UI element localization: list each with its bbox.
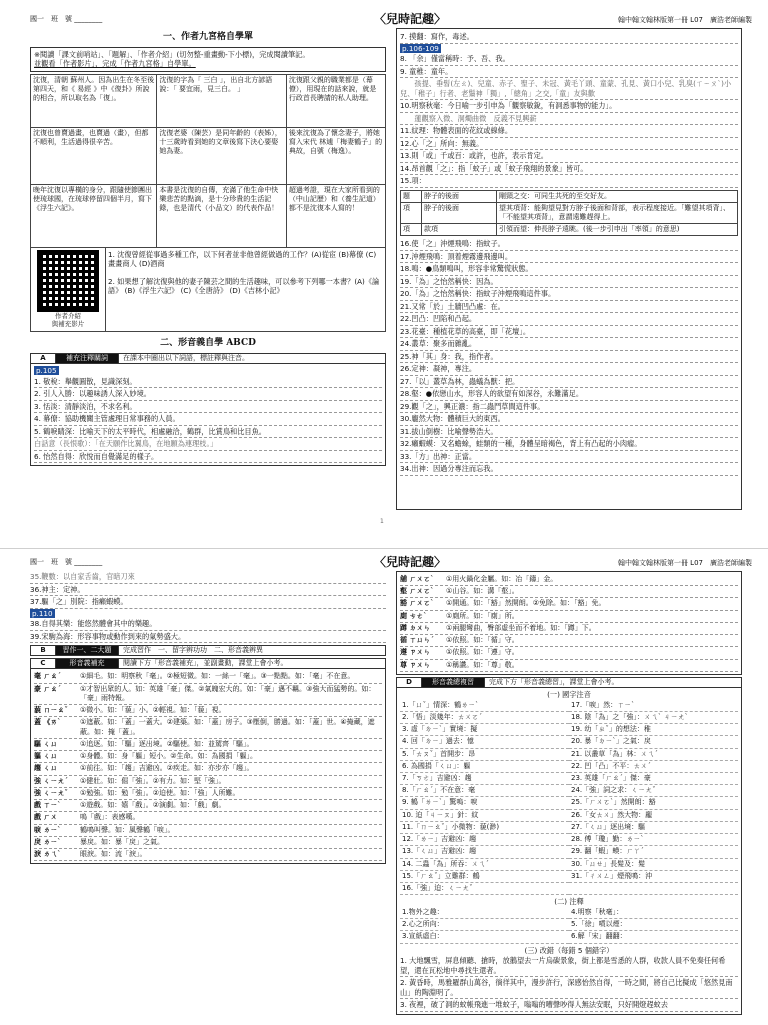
word-head: 戾 ㄌㄧˋ [34, 837, 61, 846]
word-entry [400, 647, 738, 659]
page-header [30, 10, 752, 28]
grid-cell: 本書是沈復的自傳，充滿了他生命中快樂悲苦的點滴，是十分珍貴的生活記錄，也是清代（小品文）的代表作品！ [157, 184, 287, 247]
phonetic-item: 30.「ㄩㄝ」長髮及：髮 [569, 859, 738, 871]
word-head: 淚 ㄌㄟˋ [34, 849, 61, 858]
vocab-item: 36.神主：定神。 [30, 584, 386, 597]
note-item: 4.明察「秋毫」： [569, 907, 738, 919]
phonetic-item: 21. 以叢草「為」林：ㄨㄟˊ [569, 749, 738, 761]
phonetic-item: 11.「ㄇㄧㄠˇ」小微物：藐(渺) [400, 822, 569, 834]
grid-cell: 沈復老婆（陳芸）是同年齡的（表姊），十三歲時看到她的文章後寫下決心要娶她為妻。 [157, 127, 287, 184]
word-entry [400, 598, 738, 610]
lesson-title: 〈兒時記趣〉 [373, 555, 446, 569]
word-def: ①開通。如：「豁」然開朗。②免除。如：「豁」免。 [446, 599, 606, 608]
phonetic-item: 14. 二蟲「為」所吞：ㄨㄟˊ [400, 859, 569, 871]
section-title-abcd: 二、形音義自學 ABCD [160, 338, 256, 349]
word-def: ①依照。如：「循」守。 [446, 636, 519, 645]
subsection-title: (一) 國字注音 [547, 690, 591, 700]
strip-desc: 完成下方「形音義總習」，課堂上會小考。 [489, 677, 619, 686]
worksheet-page-2 [0, 548, 768, 1025]
grid-cell: 超過考證，現在大家所看到的（中山記歷）和（養生記道）都不是沈復本人寫的！ [286, 184, 385, 247]
word-def: ①才智出眾的人。如：英雄「豪」傑。②氣魄宏大的。如：「豪」邁不羈。③強大而猛勢的。如：「豪」雨特報。 [80, 684, 376, 702]
phonetic-item: 29. 翻「蝦」蟆：ㄏㄚˊ [569, 846, 738, 858]
phonetic-item: 12.「ㄌㄧ」吉避凶：趨 [400, 834, 569, 846]
phonetic-item: 1.「ㄩˇ」情深：鶴ㄌㄧˋ [400, 700, 569, 712]
left-column-1 [30, 30, 386, 466]
word-head: 廁 ㄘㄜˋ [400, 611, 427, 620]
phonetic-item: 19. 幼「ㄓˇ」的想法：稚 [569, 724, 738, 736]
word-entry [400, 635, 738, 647]
vocab-item: 18.鳴：●鳥類鳴叫，形容非常驚慌狀態。 [400, 263, 738, 276]
word-def: ①身體。如：身「軀」短小。②生命。如：為國捐「軀」。 [80, 752, 258, 761]
phonetic-item: 15.「ㄏㄠˇ」立雞群：鶴 [400, 871, 569, 883]
strip-key: B [31, 646, 56, 655]
strip-d [396, 677, 742, 688]
error-item: 2. 黃昏時，馬雅羅群山萬谷，徜徉其中，漫步許行，深感怡然自得，一時之間，將自己比擬成「悠然見南山」的陶淵明了。 [400, 977, 738, 999]
word-head: 循 ㄒㄩㄣˊ [400, 636, 434, 645]
table-cell: 脖子的後面 [422, 202, 497, 223]
phonetic-item: 16.「強」迫：ㄑㄧㄤˇ [400, 883, 569, 895]
vocab-item: 白話意（長恨歌）：「在天願作比翼鳥，在地願為連理枝。」 [34, 438, 382, 451]
quiz-question: 1. 沈復曾經從事過多種工作，以下何者並非他曾經做過的工作？(A)從宦 (B)幕僚 (C)畫畫商人 (D)酒商 [108, 249, 377, 269]
table-cell: 望其項背：能夠望見對方脖子後面和背部，表示程度接近。「難望其項背」、「不能望其項背」，意謂遠難趕得上。 [497, 202, 738, 223]
word-head: 強 ㄑㄧㄤˊ [34, 776, 68, 785]
word-head: 驅 ㄑㄩ [34, 739, 58, 748]
page-number: 1 [380, 518, 384, 525]
word-entry [400, 611, 738, 623]
grid-cell: 沈復跟父親的職業都是（幕僚），用現在的話來說，就是行政首長聘請的私人助理。 [286, 74, 385, 127]
qr-caption: 作者介紹 與補充影片 [51, 311, 85, 329]
lesson-title: 〈兒時記趣〉 [373, 12, 446, 26]
table-cell: 題 [401, 190, 422, 202]
phonetic-item: 7.「ㄎㄜ」吉避凶：趨 [400, 773, 569, 785]
note-item: 5.「徐」噴以煙： [569, 919, 738, 931]
error-item: 3. 夜裡，破了洞的蚊帳飛進一堆蚊子，嗡嗡的嘈聲吵得人無法安眠，只好開燈趕蚊去 [400, 999, 738, 1012]
phonetic-item: 26.「女ㄊㄨ」然大物：龐 [569, 810, 738, 822]
review-box [396, 688, 742, 1014]
word-entry [34, 825, 382, 837]
vocab-item: 23.花臺：種植花草的高臺，即「花壇」。 [400, 326, 738, 339]
word-list-left [30, 669, 386, 864]
strip-desc: 閱讀下方「形音義補充」，並副畫動，課堂上會小考。 [123, 659, 288, 668]
vocab-item: 17.沖煙飛鳴：頂着煙霧邊飛邊叫。 [400, 251, 738, 264]
table-cell: 引領而望：伸長脖子遠眺。(後一步引申出「率領」的意思) [497, 224, 738, 236]
phonetic-item: 9. 鶴「ㄌㄧˋ」驚嗚：唳 [400, 797, 569, 809]
vocab-item: 24.叢草：聚多而雜亂。 [400, 338, 738, 351]
word-entry [400, 623, 738, 635]
left-column-2 [30, 571, 386, 1021]
word-head: 唳 ㄌㄧˋ [34, 825, 61, 834]
word-list-right [396, 571, 742, 675]
vocab-item: 7. 摸翻：寫作，毒述。 [400, 31, 738, 44]
vocab-item: 孩提、垂髫(左ㄠ)、兒童、赤子、聖子、未冠、黃毛丫頭、童蒙、孔見、黃口小兒、乳臭(ㄒㄧㄡˋ)小兒、「稚子」行者、老鬚神「獨」,「總角」之交,「童」友與歡 [400, 78, 738, 100]
word-head: 藐 ㄇㄧㄠˇ [34, 706, 68, 715]
note-item: 1.物外之趣： [400, 907, 569, 919]
class-seat-field: 國一 班 號 ________ [30, 558, 103, 566]
vocab-item: 2. 引人入勝：以趣味誘人深入妙境。 [34, 388, 382, 401]
vocab-item: 37.驅「之」別院：指癩蝦蟆。 [30, 596, 386, 609]
word-def: ①追逐。如：「驅」逐出境。②驅使。如：並駕齊「驅」。 [80, 739, 254, 748]
error-item: 1. 大地飄雪，屏息傾聽、搶時，放鵝望去一片烏碳景象，街上都是雪悉的人群，收款人員不免奏任何希望，還在瓦松地中尋找生還者。 [400, 955, 738, 977]
strip-a [30, 353, 386, 364]
page-marker: p.110 [32, 608, 53, 618]
word-entry [400, 660, 738, 672]
phonetic-item: 17.「唳」然：ㄒㄧˋ [569, 700, 738, 712]
word-entry [34, 763, 382, 775]
phonetic-item: 8.「ㄏㄠˊ」不在意：毫 [400, 785, 569, 797]
table-cell: 項 [401, 224, 422, 236]
phonetic-item: 4. 回「ㄉㄧ」過去：憶 [400, 736, 569, 748]
word-def: ①細毛。如：明察秋「毫」。②極短微。如：一絲一「毫」。③一點點。如：「毫」不在意。 [80, 672, 355, 681]
intro-text-2: 並觀看「作者影片」，完成「作者九宮格」自學單。 [34, 59, 196, 69]
vocab-item: 蓮觀察入微、洞燭曲微 反義不見興薪 [400, 113, 738, 126]
phonetic-item: 23. 英雄「ㄏㄠˊ」傑：豪 [569, 773, 738, 785]
word-head: 豪 ㄏㄠˊ [34, 684, 61, 693]
word-head: 壑 ㄏㄨㄛˋ [400, 587, 434, 596]
phonetic-item: 27.「ㄑㄩ」逐出境：驅 [569, 822, 738, 834]
word-entry [34, 739, 382, 751]
phonetic-item: 6. 為國捐「ㄑㄩ」：軀 [400, 761, 569, 773]
word-def: 眼淚。如：流「淚」。 [80, 849, 147, 858]
vocab-item: 12.心「之」所向：無義。 [400, 138, 738, 151]
word-entry [34, 671, 382, 683]
word-def: ①廁所。如：「廁」所。 [446, 611, 519, 620]
grid-cell: 沈復，清朝 蘇州人。因為出生在冬至後第四天，和《 易經 》中《復卦》所說的相合，所以取名為「復」。 [31, 74, 157, 127]
vocab-item: 10.明察秋毫：今日喻一步引申為「觀察敏銳，有洞悉事物的能力」。 [400, 100, 738, 113]
word-def: ①兩腿彎曲，臀部虛坐而不着地。如：「蹲」下。 [446, 623, 596, 632]
strip-key: C [31, 659, 56, 668]
word-head: 戲 ㄒㄧˋ [34, 801, 61, 810]
qr-block [31, 248, 106, 331]
word-head: 強 ㄑㄧㄤˇ [34, 788, 68, 797]
vocab-item: 35.鞭數：以自家舌齒，官暗刀來 [30, 571, 386, 584]
word-def: 嗚「戲」：表感嘆。 [80, 813, 140, 822]
vocab-item: 29.觀「之」，興正濃：指二蟲鬥草間這件事。 [400, 401, 738, 414]
word-def: ①前往。如：「趨」吉避凶。②疾走。如：亦步亦「趨」。 [80, 764, 254, 773]
word-def: ①稱讚。如：「尊」敬。 [446, 660, 519, 669]
page-header [30, 553, 752, 571]
phonetic-item: 22. 凹「凸」不平：ㄊㄨˊ [569, 761, 738, 773]
strip-key: A [31, 354, 56, 363]
word-entry [400, 586, 738, 598]
vocab-item: 6. 怡然自得：欣悅而自覺滿足的樣子。 [34, 451, 382, 464]
vocab-item: 5. 鶴唳睛深：比喻天下的太平時代，相處融洽，鶴群，比賞鳥和比目魚。 [34, 426, 382, 439]
note-item: 2.心之所向： [400, 919, 569, 931]
vocab-item: 13.則「或」千或百：或許，也許，表示肯定。 [400, 150, 738, 163]
word-entry [34, 800, 382, 812]
phonetic-item: 10. 迫「ㄐㄧㄡ」針：紋 [400, 810, 569, 822]
vocab-list-2 [400, 238, 738, 476]
strip-key: D [397, 678, 422, 687]
word-head: 舖 ㄏㄨㄛˋ [400, 575, 434, 583]
page-marker: p.105 [36, 366, 57, 376]
phonetic-item: 28. 傅「瓊」勤：ㄌㄧˋ [569, 834, 738, 846]
word-head: 遵 ㄗㄨㄣ [400, 648, 431, 657]
word-head: 軀 ㄑㄩ [34, 752, 58, 761]
word-def: 鶴鳴叫聲。如：風聲鶴「唳」。 [80, 825, 175, 834]
class-seat-field: 國一 班 號 ________ [30, 15, 103, 23]
strip-label: 習作一、二大題 [56, 646, 119, 655]
word-entry [34, 837, 382, 849]
qr-code-icon[interactable] [37, 250, 99, 312]
grid-cell: 沈復的字為「 三白 」，出自北方諺語說：「 要宜雨，見三白。 」 [157, 74, 287, 127]
phonetic-item: 20. 暴「ㄉㄧˋ」之氣：戾 [569, 736, 738, 748]
strip-label: 補充注釋關詞 [56, 354, 119, 363]
vocab-item: 30.龐然大物：體積巨大的東西。 [400, 413, 738, 426]
table-cell: 剛頸之交：可同生共死的至交好友。 [497, 190, 738, 202]
phonetic-item: 18. 陰「為」之「強」：ㄨㄟˋ ㄐㄧㄤˋ [569, 712, 738, 724]
word-def: ①山谷。如：溝「壑」。 [446, 587, 519, 596]
word-def: ①依照。如：「遵」守。 [446, 648, 519, 657]
note-item: 6.解「宋」翻翻： [569, 931, 738, 943]
subsection-title: (二) 注釋 [554, 897, 584, 907]
word-head: 豁 ㄏㄨㄛˋ [400, 599, 434, 608]
page-marker: p.106-109 [402, 43, 439, 53]
note-item: 3.宣紙虛白： [400, 931, 569, 943]
notes-grid [400, 907, 738, 944]
word-def: ①遮蔽。如：「蓋」一蓋大。②建築。如：「蓋」房子。③壓倒，勝過。如：「蓋」世。④掩藏，遮蔽。如：掩「蓋」。 [80, 718, 375, 736]
word-entry [34, 751, 382, 763]
vocab-item: 21.又常「於」土牆凹凸處：在。 [400, 301, 738, 314]
vocab-item: 15.項： [400, 175, 738, 188]
table-cell: 項 [401, 202, 422, 223]
word-head: 蹲 ㄉㄨㄣ [400, 623, 431, 632]
vocab-item: 34.出神：因過分專注而忘我。 [400, 463, 738, 476]
grid-cell: 後來沈復為了懷念妻子，將她寫入宋代 林逋「梅妻鶴子」的典故，自號（梅逸）。 [286, 127, 385, 184]
word-entry [34, 788, 382, 800]
phonetic-item: 13.「ㄑㄩ」吉避凶：趨 [400, 846, 569, 858]
strip-desc: 完成習作 一、留字辨功功 二、形音義辨異 [123, 646, 263, 654]
word-entry [34, 684, 382, 705]
vocab-item: 4. 幕僚：協助機關主管處理日常事務的人員。 [34, 413, 382, 426]
grid-cell: 沈復也曾賣過畫，也賣過（畫），但都不順利，生活過得很辛苦。 [31, 127, 157, 184]
word-head: 戲 ㄏㄨ [34, 813, 58, 822]
word-def: ①微小。如：「藐」小。②輕視。如：「藐」視。 [80, 706, 226, 715]
vocab-item: 38.自得其樂：能悠然體會其中的樂趣。 [30, 618, 386, 631]
word-def: 暴戾。如：暴「戾」之氣。 [80, 837, 164, 846]
word-head: 毫 ㄏㄠˊ [34, 672, 61, 681]
word-head: 蓋 《ㄞˋ [34, 718, 61, 727]
subsection-title: (三) 改錯（每錯 5 個錯字） [524, 945, 614, 955]
author-grid [30, 74, 386, 248]
table-cell: 款項 [422, 224, 497, 236]
word-def: ①用火鍋化金屬。如：冶「鑄」金。 [446, 575, 558, 583]
strip-label: 形音義補充 [56, 659, 119, 668]
vocab-item: 19.「為」之怡然稱快：因為。 [400, 276, 738, 289]
right-column-2 [396, 571, 742, 1021]
quiz-question: 2. 如果想了解沈復與他的妻子陳芸之間的生活趣味，可以參考下列哪一本書？(A)《論語》 (B)《浮生六記》 (C)《全唐詩》 (D)《吉林小記》 [108, 276, 380, 296]
word-entry [34, 849, 382, 861]
phonetic-item: 25.「ㄏㄨㄛˋ」然開朗：豁 [569, 797, 738, 809]
vocab-item: 1. 敬稅：舉觀圓散，見識深刻。 [34, 376, 382, 389]
vocab-item: 28.壑：●依戀山水，形容人的欲望有如深谷，永難滿足。 [400, 388, 738, 401]
word-def: ①健壯。如：倔「強」。②有力。如：堅「強」。 [80, 776, 226, 785]
vocab-item: 20.「為」之怡然稱快：指蚊子沖煙飛鳴這件事。 [400, 288, 738, 301]
xiang-table [400, 190, 738, 237]
phonetic-item [569, 883, 738, 895]
table-cell: 脖子的後面 [422, 190, 497, 202]
word-def: ①遊戲。如：嬉「戲」。②演劇。如：「戲」劇。 [80, 801, 226, 810]
word-entry [400, 574, 738, 586]
phonetic-item: 3. 虛「ㄉㄧˋ」實境：擬 [400, 724, 569, 736]
vocab-item: 9. 童稚：童年。 [400, 66, 738, 79]
vocab-item: 33.「方」出神：正當。 [400, 451, 738, 464]
phonetic-item: 5.「ㄊㄡˇ」首開步：昂 [400, 749, 569, 761]
word-entry [34, 812, 382, 824]
word-entry [34, 776, 382, 788]
author-instructions [30, 47, 386, 72]
vocab-item: 16.使「之」沖煙飛鳴：指蚊子。 [400, 238, 738, 251]
word-head: 尊 ㄗㄨㄣ [400, 660, 431, 669]
error-correction-list [400, 955, 738, 1012]
intro-text: ※閱讀「課文前哨站」、「題解」、「作者介紹」(切勿整-重畫動-下小標)，完成閱讀筆記。 [34, 49, 310, 59]
strip-desc: 在課本中圈出以下詞語，標註釋與注音。 [123, 353, 249, 362]
phonetic-item: 31.「ㄔㄨㄥ」煙飛鳴：沖 [569, 871, 738, 883]
vocab-item: 14.昂首觀「之」：指「蚊子」或「蚊子飛翔的景象」皆可。 [400, 163, 738, 176]
vocab-item: 31.拔山倒樹：比喻聲勢浩大。 [400, 426, 738, 439]
phonetic-item: 2.「悟」淡幾年：ㄊㄨㄛˊ [400, 712, 569, 724]
word-def: ①勉強。如：勉「強」。②迫使。如：「強」人所難。 [80, 788, 240, 797]
strip-label: 形音義總複習 [422, 678, 485, 687]
word-entry [34, 717, 382, 738]
strip-c [30, 658, 386, 669]
strip-b [30, 645, 386, 656]
vocab-item: 3. 恬淡：清靜淡泊，不求名利。 [34, 401, 382, 414]
publisher-note: 翰中翰文翰林版第一冊 L07 廣浩老師編製 [617, 559, 752, 567]
vocab-item: 39.宋駒為海：形容事物或動作到來的氣勢盛大。 [30, 631, 386, 644]
publisher-note: 翰中翰文翰林版第一冊 L07 廣浩老師編製 [617, 16, 752, 24]
quiz-questions [106, 248, 385, 331]
section-title-author: 一、作者九宮格自學單 [162, 32, 253, 42]
vocab-item: 11.紋理：物體表面的花紋或線條。 [400, 125, 738, 138]
vocab-list-a [30, 364, 386, 466]
vocab-item: 22.凹凸：凹陷和凸起。 [400, 313, 738, 326]
vocab-item: 25.神「其」身：我，指作者。 [400, 351, 738, 364]
word-head: 趨 ㄑㄩ [34, 764, 58, 773]
phonetic-grid [400, 700, 738, 896]
vocab-item: 32.癩蝦蟆：又名蟾蜍，蛙類的一種，身體呈暗褐色，背上有凸起的小肉瘤。 [400, 438, 738, 451]
vocab-item: 8. 「余」僅當稱時：予、吾、我。 [400, 53, 738, 66]
grid-cell: 晚年沈復以專橫的身分，跟隨使節團出使琉球國，在琉球停留四個半月，寫下《浮生六記》。 [31, 184, 157, 247]
word-entry [34, 705, 382, 717]
right-column-1 [396, 28, 742, 510]
vocab-item: 27.「以」叢草為林，蟲蟻為獸：把。 [400, 376, 738, 389]
quiz-block [30, 248, 386, 332]
vocab-item: 26.定神：凝神，專注。 [400, 363, 738, 376]
phonetic-item: 24.「強」詞之求：ㄑㄧㄤˇ [569, 785, 738, 797]
